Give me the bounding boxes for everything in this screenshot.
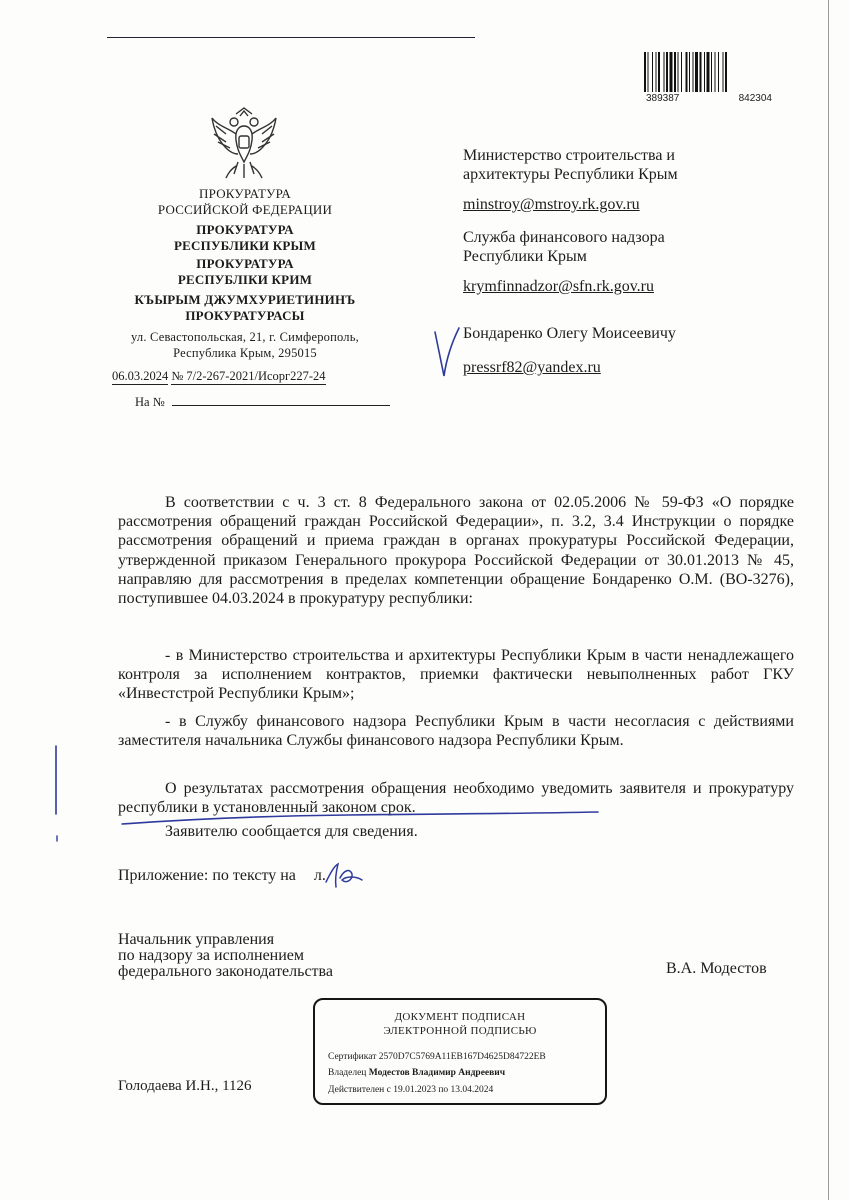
registration-line: [112, 369, 326, 384]
barcode-bar: [695, 52, 698, 92]
address-line-1: ул. Севастопольская, 21, г. Симферополь,: [131, 330, 359, 344]
body-paragraph-2: - в Министерство строительства и архитектуры Республики Крым в части ненадлежащего контроля за исполнением контрактов, приемки фактически невыполненных работ ГКУ «Инвестстрой Республики Крым»;: [118, 647, 794, 703]
sender-line: ПРОКУРАТУРА: [196, 222, 294, 237]
barcode-bar: [644, 52, 646, 92]
barcode-bar: [656, 52, 657, 92]
barcode-bar: [681, 52, 682, 92]
handwritten-check-icon: [432, 326, 462, 380]
sender-org-3: [118, 256, 372, 288]
sender-line: КЪЫРЫМ ДЖУМХУРИЕТИНИНЪ: [134, 292, 356, 307]
barcode-bar: [670, 52, 673, 92]
sender-org-4: [118, 292, 372, 324]
recipient-line: Министерство строительства и: [463, 147, 675, 164]
recipient-finnadzor: [463, 228, 665, 266]
margin-mark-icon: [52, 744, 60, 842]
stamp-title: [340, 1010, 580, 1038]
stamp-certificate: [328, 1052, 546, 1062]
coat-of-arms-icon: [208, 104, 280, 182]
barcode-bar: [664, 52, 665, 92]
address-line-2: Республика Крым, 295015: [173, 346, 317, 360]
barcode-bar: [674, 52, 676, 92]
recipient-ministry: [463, 146, 678, 184]
stamp-validity: Действителен с 19.01.2023 по 13.04.2024: [328, 1085, 494, 1095]
barcode-bar: [707, 52, 710, 92]
barcode-bar: [715, 52, 716, 92]
sender-org-1: [118, 186, 372, 218]
barcode-bar: [652, 52, 653, 92]
barcode-bar: [723, 52, 724, 92]
barcode-bar: [648, 52, 649, 92]
recipient-line: Республики Крым: [463, 248, 587, 265]
barcode-bar: [658, 52, 660, 92]
barcode-bar: [700, 52, 702, 92]
recipient-finnadzor-email[interactable]: krymfinnadzor@sfn.rk.gov.ru: [463, 278, 654, 295]
barcode-bar: [689, 52, 690, 92]
sender-address: [118, 329, 372, 361]
certificate-label: Сертификат: [328, 1052, 377, 1062]
owner-label: Владелец: [328, 1068, 367, 1078]
sender-line: РЕСПУБЛIКИ КРИМ: [177, 272, 313, 287]
barcode-numbers: [646, 93, 772, 104]
barcode-bar: [686, 52, 688, 92]
sender-line: РЕСПУБЛИКИ КРЫМ: [174, 238, 316, 253]
position-line: по надзору за исполнением: [118, 947, 305, 964]
barcode-bar: [678, 52, 679, 92]
barcode-bar: [718, 52, 719, 92]
barcode-left-number: 389387: [646, 93, 680, 104]
sender-line: ПРОКУРАТУРА: [199, 186, 291, 201]
attachment-text: Приложение: по тексту на: [118, 867, 296, 884]
position-line: федерального законодательства: [118, 963, 333, 980]
na-underline: [172, 405, 390, 406]
stamp-title-line-2: ЭЛЕКТРОННОЙ ПОДПИСЬЮ: [383, 1025, 537, 1037]
stamp-title-line-1: ДОКУМЕНТ ПОДПИСАН: [394, 1011, 526, 1023]
reg-number: № 7/2-267-2021/Исорг227-24: [171, 369, 326, 383]
attachment-unit: л.: [313, 867, 326, 884]
barcode-bar: [693, 52, 694, 92]
reg-date: 06.03.2024: [112, 369, 169, 383]
owner-value: Модестов Владимир Андреевич: [368, 1068, 506, 1078]
sender-org-2: [118, 222, 372, 254]
barcode-bar: [725, 52, 727, 92]
sender-line: РОССИЙСКОЙ ФЕДЕРАЦИИ: [157, 202, 333, 217]
sender-line: ПРОКУРАТУРАСЫ: [185, 308, 305, 323]
executor-line: Голодаева И.Н., 1126: [118, 1078, 252, 1094]
handwritten-underline-icon: [118, 806, 618, 830]
recipient-ministry-email[interactable]: minstroy@mstroy.rk.gov.ru: [463, 196, 640, 213]
top-rule: [107, 37, 475, 38]
body-paragraph-3: - в Службу финансового надзора Республики Крым в части несогласия с действиями заместителя начальника Службы финансового надзора Республики Крым.: [118, 713, 794, 750]
attachment-line: [118, 867, 326, 885]
body-paragraph-4: О результатах рассмотрения обращения необходимо уведомить заявителя и прокуратуру республики в установленный законом срок.: [118, 780, 794, 817]
handwritten-page-count-icon: [322, 860, 368, 890]
body-paragraph-1: В соответствии с ч. 3 ст. 8 Федерального закона от 02.05.2006 № 59-ФЗ «О порядке рассмотрения обращений граждан Российской Федерации», п. 3.2, 3.4 Инструкции о порядке рассмотрения обращений и приема граждан в органах прокуратуры Российской Федерации, утвержденной приказом Генерального прокурора Российской Федерации от 30.01.2013 № 45, направляю для рассмотрения в пределах компетенции обращение Бондаренко О.М. (ВО-3276), поступившее 04.03.2024 в прокуратуру республики:: [118, 494, 794, 608]
barcode-bar: [711, 52, 712, 92]
barcode-right-number: 842304: [738, 93, 772, 104]
recipient-line: архитектуры Республики Крым: [463, 166, 678, 183]
recipient-person: Бондаренко Олегу Моисеевичу: [463, 325, 676, 342]
barcode-image: [644, 52, 768, 92]
recipient-line: Служба финансового надзора: [463, 229, 665, 246]
sender-line: ПРОКУРАТУРА: [196, 256, 294, 271]
body-paragraph-5: Заявителю сообщается для сведения.: [165, 823, 418, 840]
position-line: Начальник управления: [118, 931, 275, 948]
scan-edge-line: [828, 0, 829, 1200]
na-label: На №: [135, 395, 165, 409]
barcode-bar: [666, 52, 668, 92]
barcode-bar: [704, 52, 705, 92]
signatory-name: В.А. Модестов: [666, 960, 767, 977]
recipient-person-email[interactable]: pressrf82@yandex.ru: [463, 359, 601, 376]
signatory-position: [118, 932, 333, 980]
certificate-value: 2570D7C5769A11EB167D4625D84722EB: [378, 1052, 546, 1062]
stamp-owner: [328, 1068, 505, 1078]
